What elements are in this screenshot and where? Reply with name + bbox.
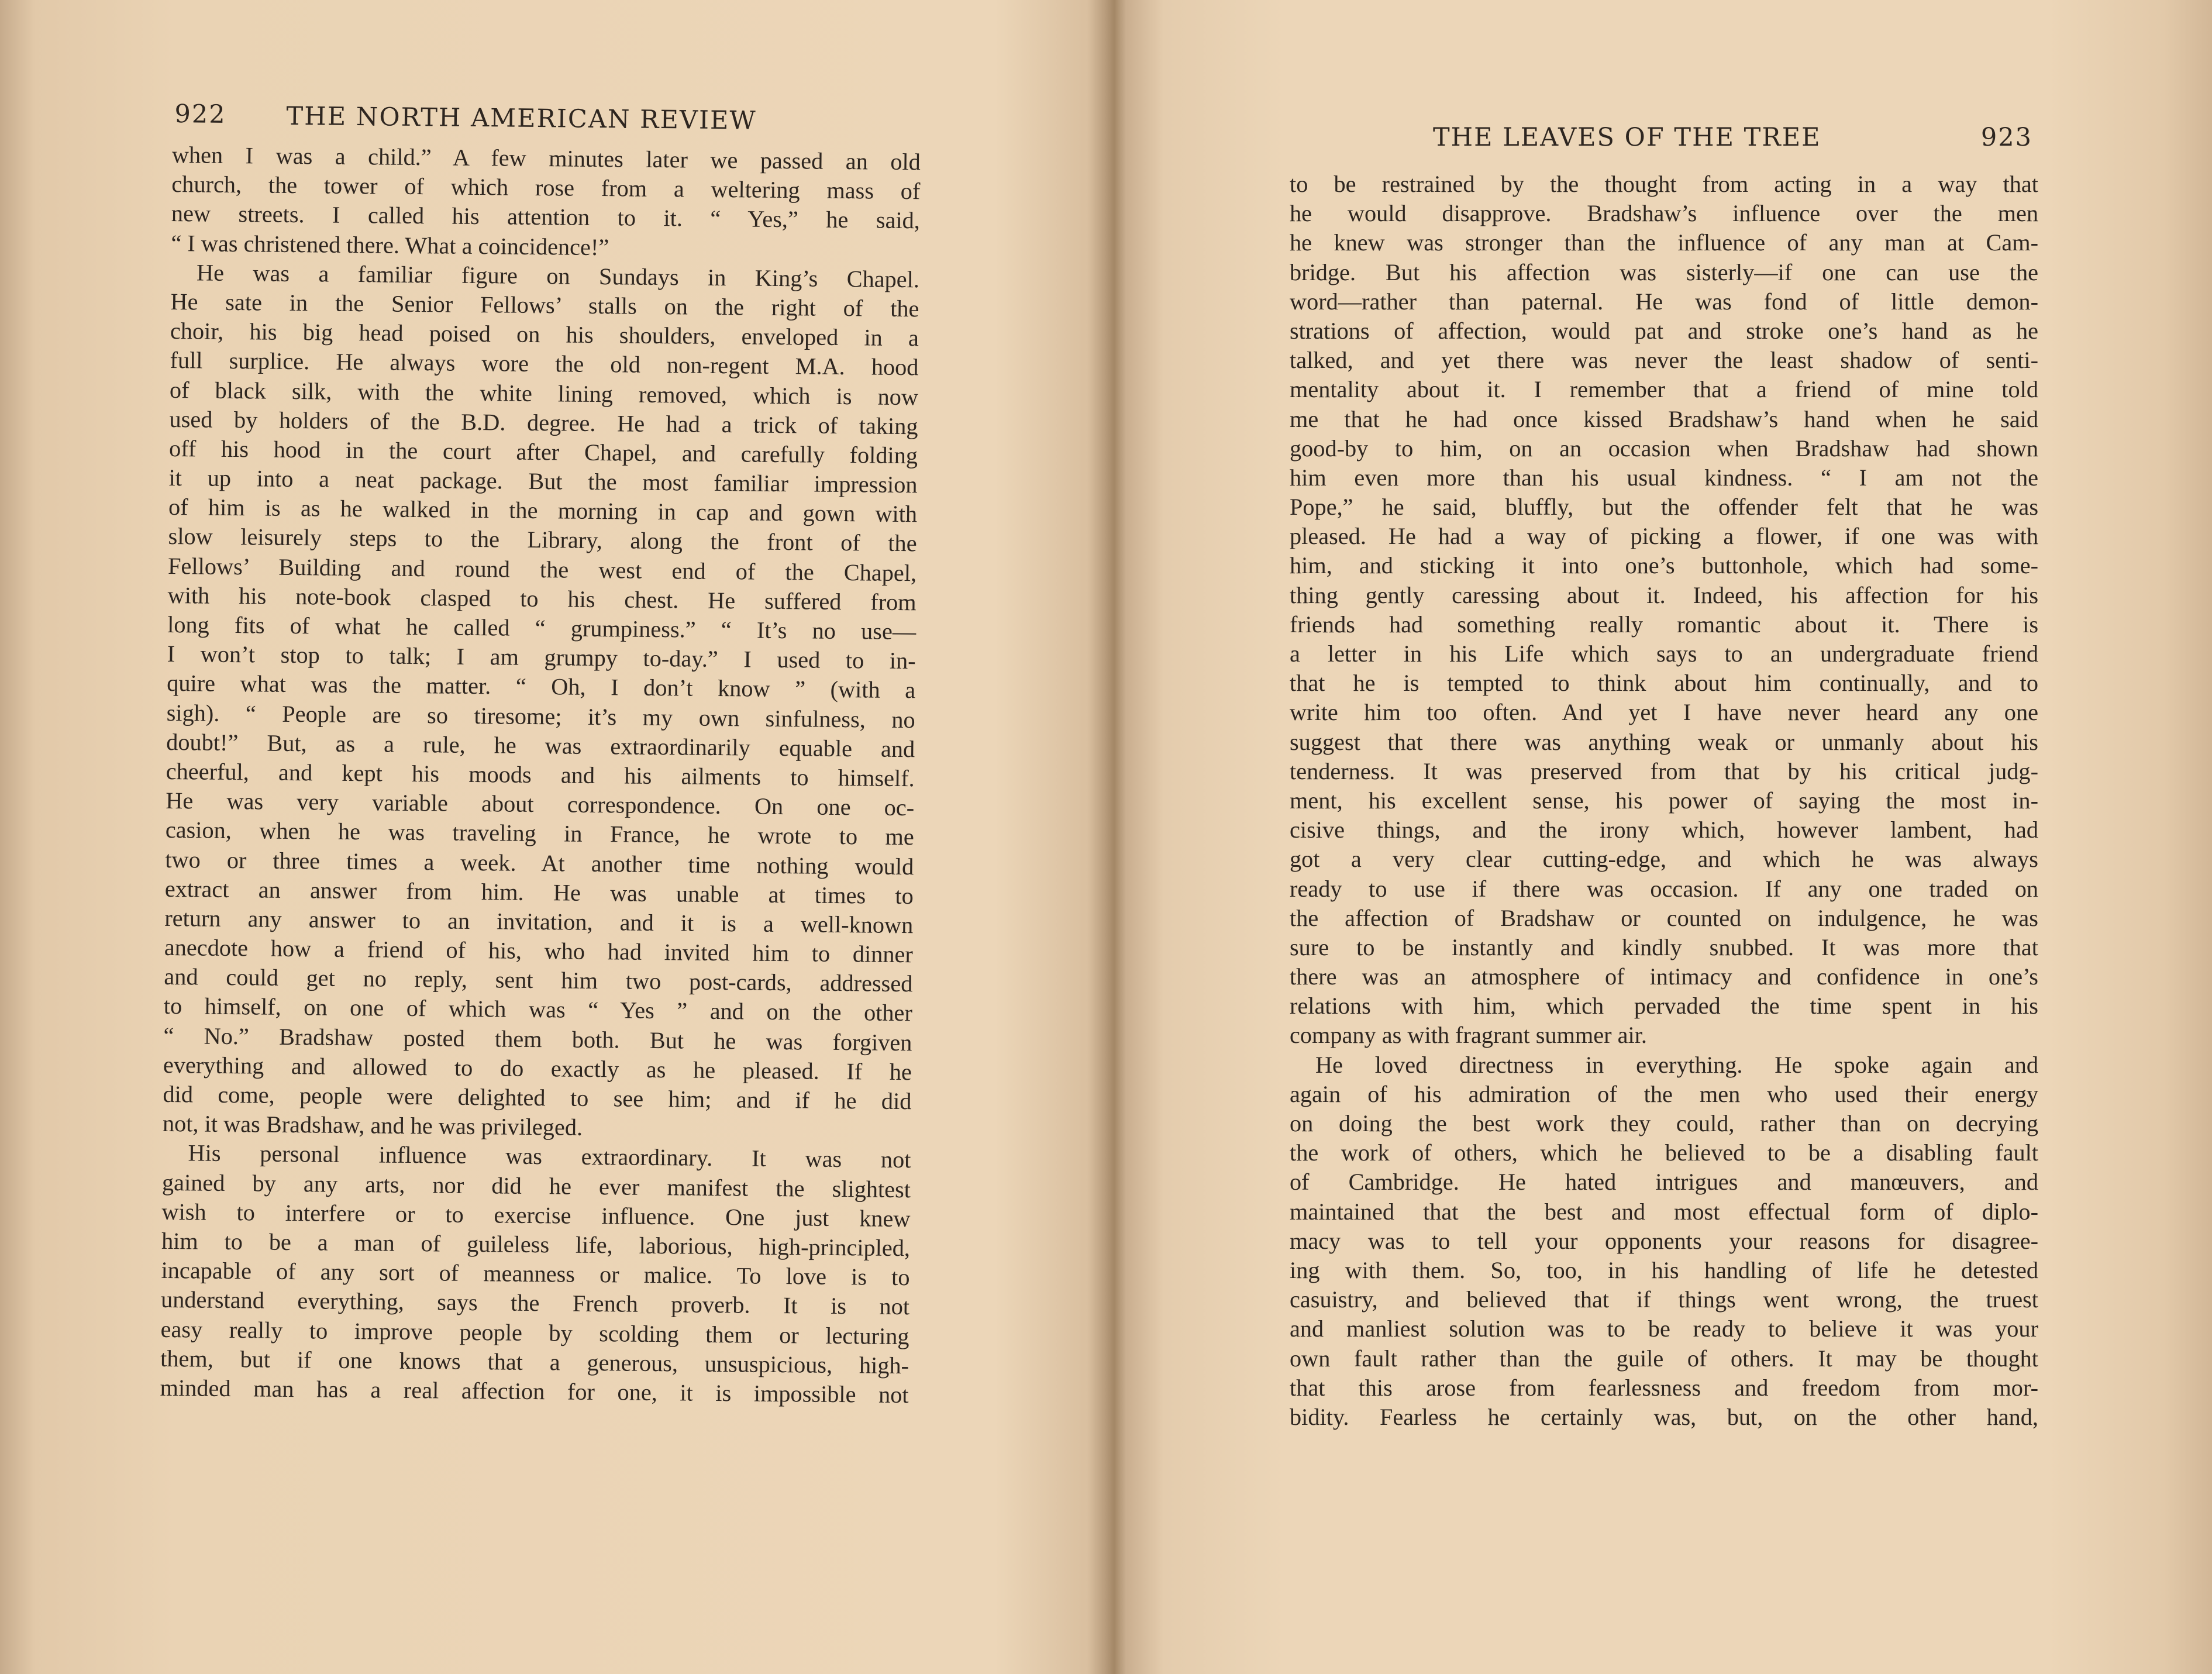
text-line: minded man has a real affection for one, it is impossible not bbox=[160, 1374, 909, 1408]
text-line: friends had something really romantic about it. There is bbox=[1290, 611, 2038, 638]
text-line: company as with fragrant summer air. bbox=[1290, 1022, 1647, 1049]
right-page-number: 923 bbox=[1980, 123, 2032, 152]
text-line: casion, when he was traveling in France, he wrote to me bbox=[165, 817, 914, 850]
text-line: got a very clear cutting-edge, and which he was always bbox=[1290, 846, 2038, 873]
text-line: anecdote how a friend of his, who had invited him to dinner bbox=[164, 934, 914, 968]
text-line: return any answer to an invitation, and it is a well-known bbox=[164, 904, 914, 939]
text-line: there was an atmosphere of intimacy and confidence in one’s bbox=[1290, 963, 2038, 990]
text-line: relations with him, which pervaded the time spent in his bbox=[1290, 993, 2038, 1019]
text-line: on doing the best work they could, rather than on decrying bbox=[1290, 1110, 2038, 1136]
text-line: cheerful, and kept his moods and his ailments to himself. bbox=[166, 757, 915, 792]
text-line: pleased. He had a way of picking a flower, if one was with bbox=[1290, 523, 2038, 550]
text-line: of Cambridge. He hated intrigues and manœuvers, and bbox=[1290, 1169, 2038, 1196]
text-line: He sate in the Senior Fellows’ stalls on the right of the bbox=[170, 288, 919, 322]
text-line: slow leisurely steps to the Library, along the front of the bbox=[168, 523, 917, 557]
text-line: suggest that there was anything weak or unmanly about his bbox=[1290, 728, 2038, 755]
text-line: did come, people were delighted to see him; and if he did bbox=[163, 1080, 912, 1115]
text-line: quire what was the matter. “ Oh, I don’t know ” (with a bbox=[167, 670, 916, 704]
left-running-head bbox=[172, 88, 921, 147]
text-line: it up into a neat package. But the most familiar impression bbox=[168, 464, 918, 498]
text-line: tenderness. It was preserved from that by his critical judg- bbox=[1290, 757, 2038, 784]
text-line: sigh). “ People are so tiresome; it’s my own sinfulness, no bbox=[166, 699, 915, 733]
text-line: full surplice. He always wore the old non-regent M.A. hood bbox=[170, 347, 919, 381]
text-line: and manliest solution was to be ready to believe it was your bbox=[1290, 1315, 2038, 1342]
text-line: talked, and yet there was never the least shadow of senti- bbox=[1290, 347, 2038, 374]
text-line: when I was a child.” A few minutes later we passed an old bbox=[171, 141, 921, 175]
text-line: off his hood in the court after Chapel, and carefully folding bbox=[168, 435, 918, 469]
text-line: he knew was stronger than the influence of any man at Cam- bbox=[1290, 229, 2038, 256]
text-line: again of his admiration of the men who used their energy bbox=[1290, 1080, 2038, 1107]
text-line: ready to use if there was occasion. If any one traded on bbox=[1290, 875, 2038, 902]
text-line: extract an answer from him. He was unable at times to bbox=[164, 875, 914, 909]
right-running-head bbox=[1290, 117, 2038, 170]
text-line: ing with them. So, too, in his handling of life he detested bbox=[1290, 1256, 2038, 1283]
text-line: me that he had once kissed Bradshaw’s hand when he said bbox=[1290, 405, 2038, 432]
text-line: him even more than his usual kindness. “ I am not the bbox=[1290, 464, 2038, 491]
text-line: to himself, on one of which was “ Yes ” and on the other bbox=[163, 993, 913, 1027]
text-line: sure to be instantly and kindly snubbed. It was more that bbox=[1290, 934, 2038, 960]
text-line: long fits of what he called “ grumpiness.” “ It’s no use— bbox=[167, 611, 917, 645]
text-line: good-by to him, on an occasion when Bradshaw had shown bbox=[1290, 435, 2038, 461]
text-line: “ I was christened there. What a coincidence!” bbox=[171, 229, 609, 260]
text-line: wish to interfere or to exercise influence. One just knew bbox=[161, 1198, 911, 1232]
text-line: church, the tower of which rose from a weltering mass of bbox=[171, 171, 921, 205]
text-line: of him is as he walked in the morning in cap and gown with bbox=[168, 494, 918, 528]
text-line: cisive things, and the irony which, however lambent, had bbox=[1290, 817, 2038, 843]
text-line: and could get no reply, sent him two post-cards, addressed bbox=[164, 963, 913, 997]
text-line: a letter in his Life which says to an undergraduate friend bbox=[1290, 640, 2038, 667]
text-line: new streets. I called his attention to it. “ Yes,” he said, bbox=[171, 200, 921, 234]
text-line: own fault rather than the guile of others. It may be thought bbox=[1290, 1345, 2038, 1372]
text-line: them, but if one knows that a generous, unsuspicious, high- bbox=[160, 1345, 909, 1379]
text-line: the affection of Bradshaw or counted on indulgence, he was bbox=[1290, 904, 2038, 931]
text-line: the work of others, which he believed to be a disabling fault bbox=[1290, 1139, 2038, 1166]
text-line: of black silk, with the white lining removed, which is now bbox=[169, 376, 919, 410]
text-line: word—rather than paternal. He was fond of little demon- bbox=[1290, 288, 2038, 315]
left-running-title: THE NORTH AMERICAN REVIEW bbox=[286, 101, 757, 136]
text-line: incapable of any sort of meanness or malice. To love is to bbox=[161, 1257, 910, 1291]
text-line: His personal influence was extraordinary. It was not bbox=[188, 1139, 911, 1173]
text-line: maintained that the best and most effectual form of diplo- bbox=[1290, 1198, 2038, 1225]
text-line: everything and allowed to do exactly as he pleased. If he bbox=[163, 1051, 912, 1086]
text-line: write him too often. And yet I have never heard any one bbox=[1290, 699, 2038, 726]
text-line: He loved directness in everything. He spoke again and bbox=[1315, 1051, 2038, 1078]
text-line: gained by any arts, nor did he ever manifest the slightest bbox=[161, 1169, 911, 1203]
text-line: him, and sticking it into one’s buttonhole, which had some- bbox=[1290, 552, 2038, 579]
text-line: not, it was Bradshaw, and he was privileged. bbox=[162, 1110, 583, 1141]
text-line: easy really to improve people by scolding them or lecturing bbox=[160, 1315, 909, 1349]
text-line: understand everything, says the French proverb. It is not bbox=[160, 1286, 910, 1320]
text-line: He was very variable about correspondence. On one oc- bbox=[166, 787, 915, 821]
text-line: I won’t stop to talk; I am grumpy to-day.” I used to in- bbox=[167, 640, 916, 674]
text-line: bidity. Fearless he certainly was, but, on the other hand, bbox=[1290, 1403, 2038, 1430]
text-line: bridge. But his affection was sisterly—if one can use the bbox=[1290, 259, 2038, 285]
text-line: strations of affection, would pat and stroke one’s hand as he bbox=[1290, 317, 2038, 344]
left-body-text bbox=[160, 140, 921, 1410]
right-running-title: THE LEAVES OF THE TREE bbox=[1433, 123, 1821, 152]
text-line: ment, his excellent sense, his power of saying the most in- bbox=[1290, 787, 2038, 814]
left-page bbox=[160, 88, 921, 1410]
text-line: Fellows’ Building and round the west end of the Chapel, bbox=[167, 552, 917, 586]
left-page-number: 922 bbox=[174, 99, 226, 129]
text-line: Pope,” he said, bluffly, but the offender felt that he was bbox=[1290, 494, 2038, 521]
text-line: to be restrained by the thought from acting in a way that bbox=[1290, 171, 2038, 197]
text-line: He was a familiar figure on Sundays in King’s Chapel. bbox=[196, 259, 920, 293]
text-line: casuistry, and believed that if things went wrong, the truest bbox=[1290, 1286, 2038, 1313]
text-line: used by holders of the B.D. degree. He had a trick of taking bbox=[169, 405, 918, 439]
text-line: that this arose from fearlessness and freedom from mor- bbox=[1290, 1374, 2038, 1401]
text-line: doubt!” But, as a rule, he was extraordinarily equable and bbox=[166, 728, 915, 762]
right-body-text bbox=[1290, 170, 2038, 1432]
text-line: thing gently caressing about it. Indeed, his affection for his bbox=[1290, 581, 2038, 608]
text-line: macy was to tell your opponents your reasons for disagree- bbox=[1290, 1227, 2038, 1254]
text-line: choir, his big head poised on his shoulders, enveloped in a bbox=[170, 318, 919, 352]
text-line: that he is tempted to think about him continually, and to bbox=[1290, 670, 2038, 697]
text-line: him to be a man of guileless life, laborious, high-principled, bbox=[161, 1227, 911, 1262]
right-page bbox=[1290, 117, 2038, 1432]
text-line: “ No.” Bradshaw posted them both. But he was forgiven bbox=[163, 1022, 912, 1056]
text-line: mentality about it. I remember that a friend of mine told bbox=[1290, 376, 2038, 403]
text-line: with his note-book clasped to his chest. He suffered from bbox=[167, 581, 917, 616]
text-line: two or three times a week. At another time nothing would bbox=[165, 846, 914, 880]
text-line: he would disapprove. Bradshaw’s influence over the men bbox=[1290, 200, 2038, 227]
